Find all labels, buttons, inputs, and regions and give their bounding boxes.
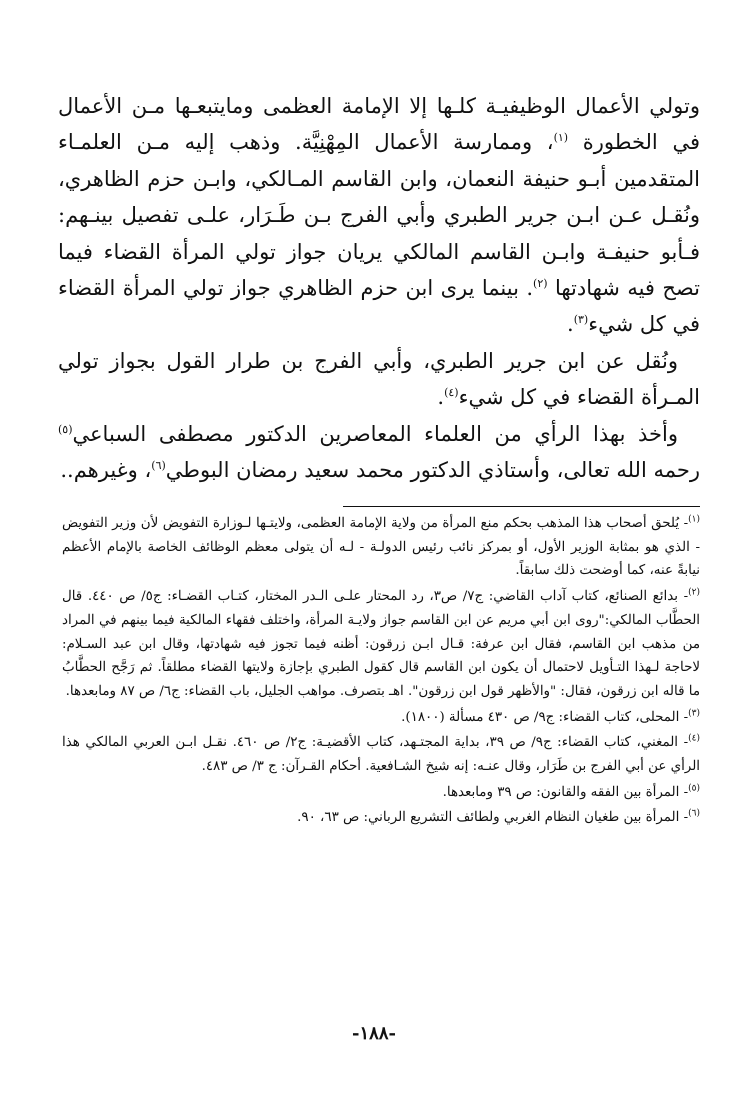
footnote-ref-5[interactable]: (٥) [58,422,73,436]
footnotes [62,512,700,832]
paragraph-1: وتولي الأعمال الوظيفيـة كلـها إلا الإمامة العظمى ومايتبعـها مـن الأعمال في الخطورة $^{(١)}$، وممارسة الأعمال المِهْنِيَّة. وذهب إليه مـن العلمـاء المتقدمين أبـو حنيفة النعمان، وابن القاسم المـالكي، وابـن حزم الظاهري، ونُقـل عـن ابـن جرير الطبري وأبي الفرج بـن طَـرَار، علـى تفصيل بينـهم: فـأبو حنيفـة وابـن القاسم المالكي يريان جواز تولي المرأة القضاء فيما تصح فيه شهادتها $^{(٢)}$. بينما يرى ابن حزم الظاهري جواز تولي المرأة القضاء في كل شيء$^{(٣)}$. [58,94,700,337]
footnote-ref-4[interactable]: (٤) [444,386,459,400]
footnote-ref-1[interactable]: (١) [553,131,569,145]
page-number: -١٨٨- [352,1023,396,1044]
paragraph-2: ونُقل عن ابن جرير الطبري، وأبي الفرج بن طرار القول بجواز تولي المـرأة القضاء في كل شيء$^{(٤)}$. [58,348,700,410]
footnote-5: $^{(٥)}$- المرأة بين الفقه والقانون: ص ٣٩ ومابعدها. [442,783,700,800]
footnote-6: $^{(٦)}$- المرأة بين طغيان النظام الغربي ولطائف التشريع الرباني: ص ٦٣، ٩٠. [297,808,700,826]
footnote-separator [343,506,700,507]
footnote-ref-2[interactable]: (٢) [533,277,548,291]
footnote-2: $^{(٢)}$- بدائع الصنائع، كتاب آداب القاضي: ج٧/ ص٣، رد المحتار علـى الـدر المختار، كتـاب القضـاء: ج٥/ ص ٤٤٠. قال الحطَّاب المالكي:"روى ابن أبي مريم عن ابن القاسم جواز ولايـة المرأة، واختلف فقهاء المالكية فيما بينهم في المراد من مذهب ابن القاسم، فقال ابن عرفة: قـال ابـن زرقون: أظنه فيما تجوز فيه شهادتها، وقال ابن عبد السـلام: لاحاجة لـهذا التـأويل لاحتمال أن يكون ابن القاسم قال كقول الطبري بإجازة ولايتها القضاء مطلقاً. ثم رَجَّح الحطَّابُ ما قاله ابن زرقون، فقال: "والأظهر قول ابن زرقون". اهـ بتصرف. مواهب الجليل، باب القضاء: ج٦/ ص ٨٧ ومابعدها. [62,587,700,699]
footnote-1: $^{(١)}$- يُلحق أصحاب هذا المذهب بحكم منع المرأة من ولاية الإمامة العظمى، ولايتـها لـوزارة التفويض لأن وزير التفويض - الذي هو بمثابة الوزير الأول، أو بمركز نائب رئيس الدولـة - لـه أن يتولى معظم الوظائف الخاصة بالإمام الأعظم نيابةً عنه، كما أوضحت ذلك سابقاً. [62,514,700,579]
footnote-3: $^{(٣)}$- المحلى، كتاب القضاء: ج٩/ ص ٤٣٠ مسألة (١٨٠٠). [401,708,700,725]
footnote-ref-3[interactable]: (٣) [573,313,589,327]
footnote-ref-6[interactable]: (٦) [151,459,166,473]
main-text [58,88,700,488]
footnote-4: $^{(٤)}$- المغني، كتاب القضاء: ج٩/ ص ٣٩، بداية المجتـهد، كتاب الأقضيـة: ج٢/ ص ٤٦٠. نقـل ابـن العربي المالكي هذا الرأي عن أبي الفرج بن طَرَار، وقال عنـه: إنه شيخ الشـافعية. أحكام القـرآن: ج ٣/ ص ٤٨٣. [62,733,701,775]
paragraph-3: وأخذ بهذا الرأي من العلماء المعاصرين الدكتور مصطفى السباعي$^{(٥)}$ رحمه الله تعالى، وأستاذي الدكتور محمد سعيد رمضان البوطي$^{(٦)}$، وغيرهم.. [58,421,700,483]
